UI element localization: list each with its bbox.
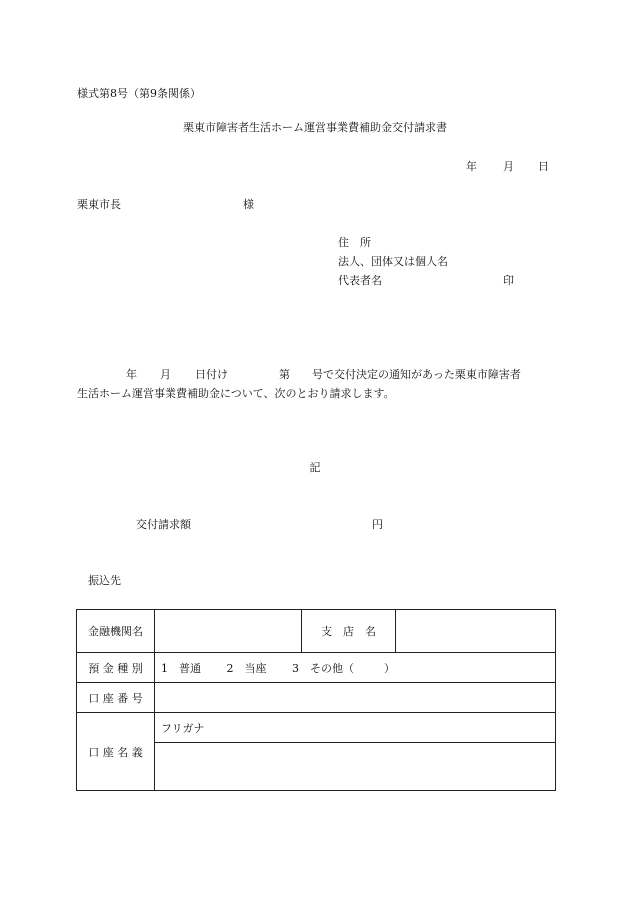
deposit-type-label: 預 金 種 別: [77, 653, 155, 683]
furigana-label: フリガナ: [161, 721, 205, 735]
table-row: [77, 653, 556, 683]
applicant-corp-label: 法人、団体又は個人名: [338, 255, 448, 268]
document-title: 栗東市障害者生活ホーム運営事業費補助金交付請求書: [183, 121, 447, 134]
body-dated-label: 日付け: [195, 368, 228, 381]
body-month-label: 月: [160, 368, 171, 381]
body-number-prefix: 第: [279, 368, 290, 381]
date-year-label: 年: [466, 160, 477, 173]
body-line1-text: 号で交付決定の通知があった栗東市障害者: [312, 368, 521, 381]
addressee-name: 栗東市長: [77, 198, 121, 211]
applicant-address-label: 住 所: [338, 236, 371, 249]
applicant-representative-label: 代表者名: [338, 274, 382, 287]
bank-account-table: [76, 609, 556, 791]
seal-mark: 印: [503, 274, 514, 287]
table-row: [77, 683, 556, 713]
body-year-label: 年: [126, 368, 137, 381]
date-day-label: 日: [538, 160, 549, 173]
transfer-destination-label: 振込先: [88, 574, 121, 587]
deposit-type-options[interactable]: [155, 653, 556, 683]
amount-unit: 円: [372, 518, 383, 531]
date-month-label: 月: [503, 160, 514, 173]
deposit-option-checking[interactable]: 2 当座: [226, 661, 267, 675]
deposit-option-regular[interactable]: 1 普通: [161, 661, 201, 675]
bank-name-field[interactable]: [155, 610, 302, 653]
amount-label: 交付請求額: [136, 518, 191, 531]
deposit-option-other[interactable]: 3 その他（: [292, 661, 354, 675]
furigana-field[interactable]: [155, 713, 556, 743]
account-holder-field[interactable]: [155, 743, 556, 791]
table-row: [77, 610, 556, 653]
ki-heading: 記: [309, 461, 321, 474]
deposit-option-close: ）: [384, 661, 395, 675]
account-number-field[interactable]: [155, 683, 556, 713]
branch-field[interactable]: [396, 610, 556, 653]
account-holder-label: 口 座 名 義: [77, 713, 155, 791]
branch-label: 支 店 名: [302, 610, 396, 653]
account-number-label: 口 座 番 号: [77, 683, 155, 713]
addressee-honorific: 様: [243, 198, 254, 211]
bank-name-label: 金融機関名: [77, 610, 155, 653]
table-row: [77, 713, 556, 743]
body-line2-text: 生活ホーム運営事業費補助金について、次のとおり請求します。: [77, 387, 395, 400]
form-number: 様式第8号（第9条関係）: [77, 87, 201, 100]
